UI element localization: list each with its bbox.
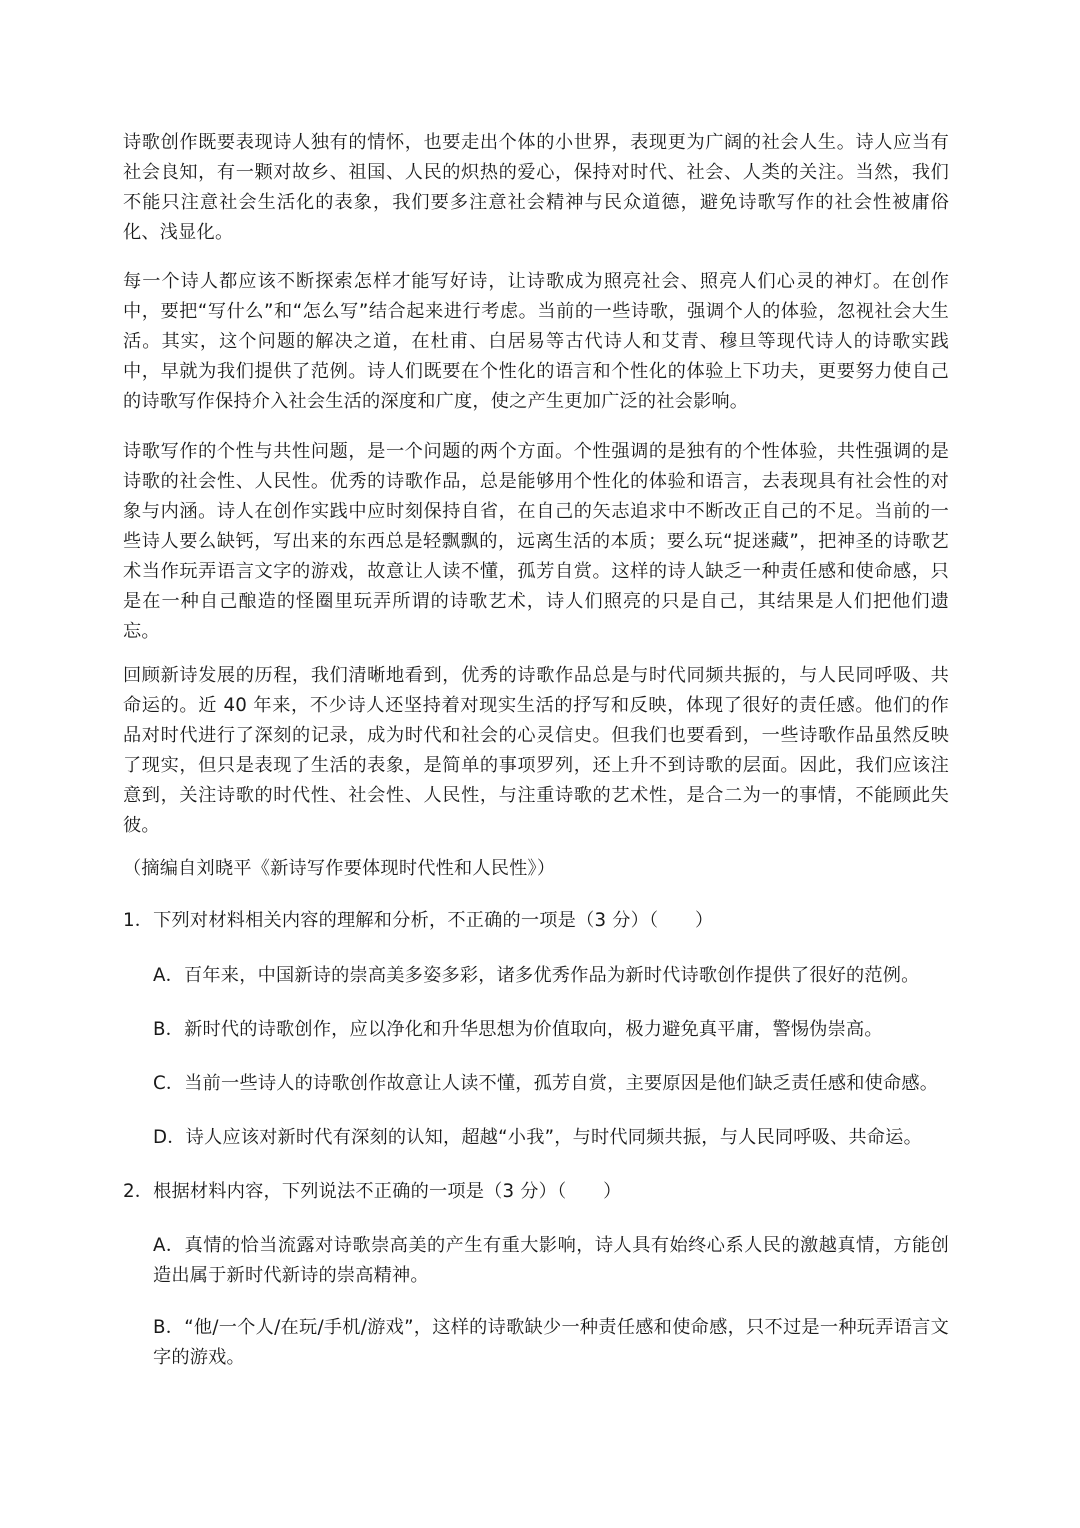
question-1-option-d: D．诗人应该对新时代有深刻的认知，超越“小我”，与时代同频共振，与人民同呼吸、共命运。 — [153, 1127, 922, 1148]
question-1-option-a: A．百年来，中国新诗的崇高美多姿多彩，诸多优秀作品为新时代诗歌创作提供了很好的范例。 — [153, 965, 920, 986]
passage-paragraph-3: 诗歌写作的个性与共性问题，是一个问题的两个方面。个性强调的是独有的个性体验，共性强调的是诗歌的社会性、人民性。优秀的诗歌作品，总是能够用个性化的体验和语言，去表现具有社会性的对象与内涵。诗人在创作实践中应时刻保持自省，在自己的矢志追求中不断改正自己的不足。当前的一些诗人要么缺钙，写出来的东西总是轻飘飘的，远离生活的本质；要么玩“捉迷藏”，把神圣的诗歌艺术当作玩弄语言文字的游戏，故意让人读不懂，孤芳自赏。这样的诗人缺乏一种责任感和使命感，只是在一种自己酿造的怪圈里玩弄所谓的诗歌艺术，诗人们照亮的只是自己，其结果是人们把他们遗忘。 — [123, 441, 949, 642]
passage-paragraph-1: 诗歌创作既要表现诗人独有的情怀，也要走出个体的小世界，表现更为广阔的社会人生。诗人应当有社会良知，有一颗对故乡、祖国、人民的炽热的爱心，保持对时代、社会、人类的关注。当然，我们不能只注意社会生活化的表象，我们要多注意社会精神与民众道德，避免诗歌写作的社会性被庸俗化、浅显化。 — [123, 132, 949, 243]
passage-source-citation: （摘编自刘晓平《新诗写作要体现时代性和人民性》） — [123, 858, 556, 879]
question-2-stem: 2．根据材料内容，下列说法不正确的一项是（3 分）（ ） — [123, 1181, 622, 1202]
question-1-option-c: C．当前一些诗人的诗歌创作故意让人读不懂，孤芳自赏，主要原因是他们缺乏责任感和使命感。 — [153, 1073, 939, 1094]
passage-paragraph-4: 回顾新诗发展的历程，我们清晰地看到，优秀的诗歌作品总是与时代同频共振的，与人民同呼吸、共命运的。近 40 年来，不少诗人还坚持着对现实生活的抒写和反映，体现了很好的责任感。他们的作品对时代进行了深刻的记录，成为时代和社会的心灵信史。但我们也要看到，一些诗歌作品虽然反映了现实，但只是表现了生活的表象，是简单的事项罗列，还上升不到诗歌的层面。因此，我们应该注意到，关注诗歌的时代性、社会性、人民性，与注重诗歌的艺术性，是合二为一的事情，不能顾此失彼。 — [123, 665, 949, 836]
passage-paragraph-2: 每一个诗人都应该不断探索怎样才能写好诗，让诗歌成为照亮社会、照亮人们心灵的神灯。在创作中，要把“写什么”和“怎么写”结合起来进行考虑。当前的一些诗歌，强调个人的体验，忽视社会大生活。其实，这个问题的解决之道，在杜甫、白居易等古代诗人和艾青、穆旦等现代诗人的诗歌实践中，早就为我们提供了范例。诗人们既要在个性化的语言和个性化的体验上下功夫，更要努力使自己的诗歌写作保持介入社会生活的深度和广度，使之产生更加广泛的社会影响。 — [123, 271, 949, 412]
question-2-option-b: B．“他/一个人/在玩/手机/游戏”，这样的诗歌缺少一种责任感和使命感，只不过是一种玩弄语言文字的游戏。 — [153, 1317, 949, 1368]
question-1-stem: 1．下列对材料相关内容的理解和分析，不正确的一项是（3 分）（ ） — [123, 910, 714, 931]
question-2-option-a: A．真情的恰当流露对诗歌崇高美的产生有重大影响，诗人具有始终心系人民的激越真情，方能创造出属于新时代新诗的崇高精神。 — [153, 1235, 949, 1286]
question-1-option-b: B．新时代的诗歌创作，应以净化和升华思想为价值取向，极力避免真平庸，警惕伪崇高。 — [153, 1019, 883, 1040]
